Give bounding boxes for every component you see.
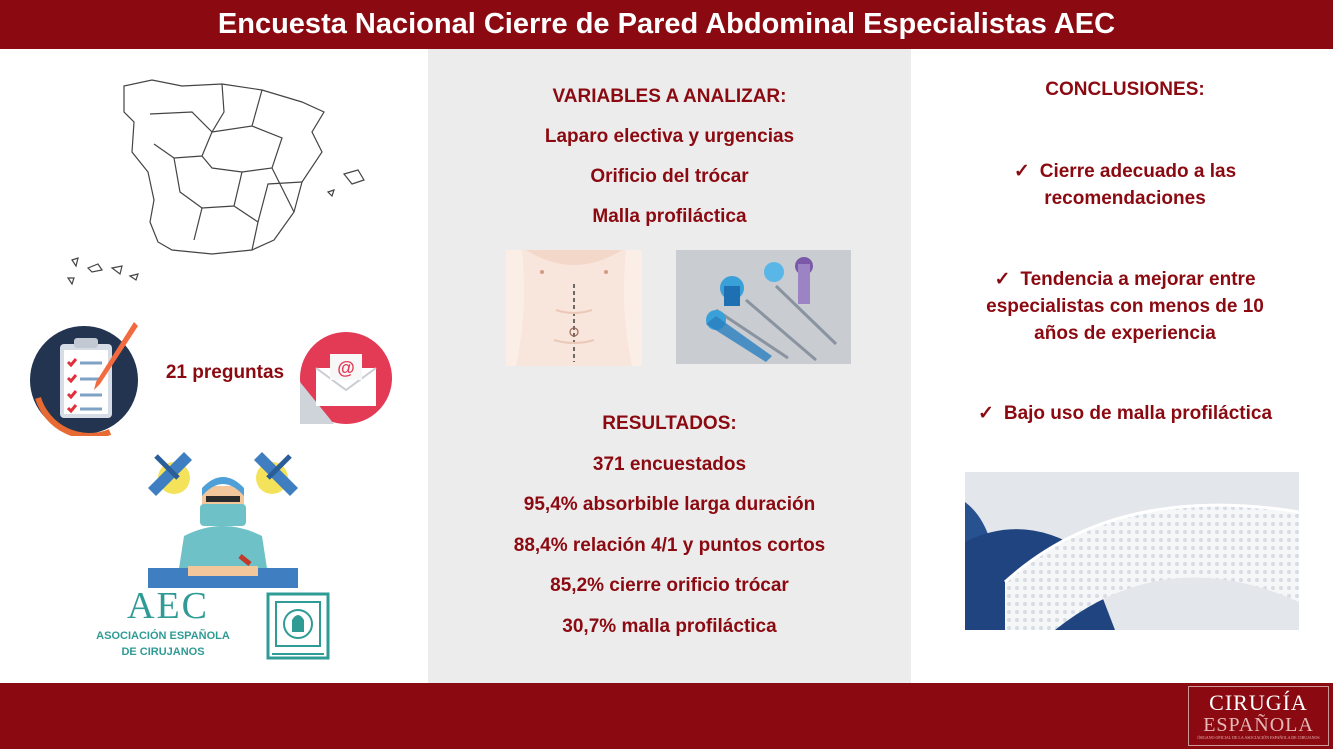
email-icon <box>294 332 394 428</box>
spain-map-icon <box>62 72 382 292</box>
checklist-icon <box>26 320 146 436</box>
logo-line3: ÓRGANO OFICIAL DE LA ASOCIACIÓN ESPAÑOLA DE CIRUJANOS <box>1197 735 1320 740</box>
conclusions-title: CONCLUSIONES: <box>1045 79 1205 100</box>
result-item: 85,2% cierre orificio trócar <box>550 575 789 596</box>
conclusion-line: años de experiencia <box>1034 323 1216 344</box>
logo-line1: CIRUGÍA <box>1209 690 1308 715</box>
conclusion-line: Cierre adecuado a las <box>1039 161 1237 182</box>
conclusion-line: Bajo uso de malla profiláctica <box>1003 403 1273 424</box>
check-icon: ✓ <box>1013 161 1030 182</box>
mesh-image <box>965 472 1299 630</box>
conclusion-item <box>930 266 1320 347</box>
result-item: 88,4% relación 4/1 y puntos cortos <box>513 535 826 556</box>
variables-title: VARIABLES A ANALIZAR: <box>552 86 787 107</box>
conclusion-item <box>930 400 1320 427</box>
result-item: 371 encuestados <box>592 454 747 475</box>
result-item: 30,7% malla profiláctica <box>562 616 777 637</box>
logo-line2: ESPAÑOLA <box>1203 714 1314 736</box>
aec-name-line2: DE CIRUJANOS <box>121 646 205 658</box>
aec-acronym: AEC <box>127 585 209 627</box>
footer-bar <box>0 683 1333 749</box>
conclusion-item <box>930 158 1320 212</box>
cirugia-espanola-logo <box>1188 686 1329 746</box>
result-item: 95,4% absorbible larga duración <box>523 494 816 515</box>
conclusion-line: especialistas con menos de 10 <box>986 296 1264 317</box>
trocar-image <box>676 250 851 364</box>
aec-seal-icon <box>264 590 332 662</box>
check-icon: ✓ <box>994 269 1011 290</box>
variable-item: Malla profiláctica <box>592 206 747 227</box>
variable-item: Laparo electiva y urgencias <box>544 126 795 147</box>
questions-count: 21 preguntas <box>165 362 285 383</box>
variable-item: Orificio del trócar <box>590 166 749 187</box>
page-title: Encuesta Nacional Cierre de Pared Abdominal Especialistas AEC <box>0 0 1333 49</box>
abdomen-image <box>506 250 642 366</box>
conclusion-line: recomendaciones <box>1044 188 1206 209</box>
aec-name-line1: ASOCIACIÓN ESPAÑOLA <box>96 630 230 642</box>
check-icon: ✓ <box>977 403 994 424</box>
svg-text:@: @ <box>337 358 355 378</box>
conclusion-line: Tendencia a mejorar entre <box>1020 269 1256 290</box>
surgeon-icon <box>148 452 298 588</box>
results-title: RESULTADOS: <box>602 413 737 434</box>
